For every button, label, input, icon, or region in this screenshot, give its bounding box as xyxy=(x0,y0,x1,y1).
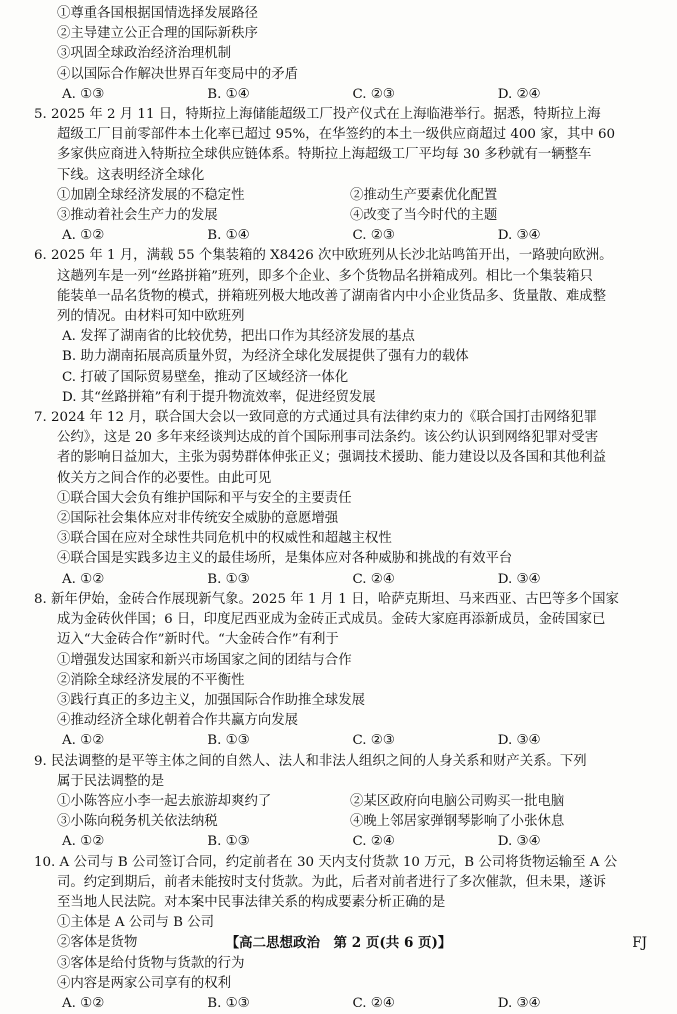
choice-b: B. ①④ xyxy=(207,228,250,244)
choice-b: B. ①③ xyxy=(207,834,250,850)
choice-c: C. ②③ xyxy=(352,86,395,102)
option-item: ④联合国是实践多边主义的最佳场所，是集体应对各种威胁和挑战的有效平台 xyxy=(57,551,513,567)
choice-c: C. ②④ xyxy=(352,834,395,850)
choice-a: A. ①② xyxy=(62,834,105,850)
choice-b: B. ①④ xyxy=(207,86,250,102)
option-item: ③巩固全球政治经济治理机制 xyxy=(57,46,232,62)
option-item: ①增强发达国家和新兴市场国家之间的团结与合作 xyxy=(57,652,352,668)
choice-a: A. ①② xyxy=(62,228,105,244)
choice-b: B. ①③ xyxy=(207,995,250,1011)
choice-d: D. ③④ xyxy=(497,733,541,749)
question-stem: 10. A 公司与 B 公司签订合同，约定前者在 30 天内支付货款 10 万元，B 公司将货物运输至 A 公 xyxy=(34,854,618,870)
option-row xyxy=(34,812,643,832)
option-item: ④以国际合作解决世界百年变局中的矛盾 xyxy=(57,66,299,82)
option-item: ④内容是两家公司享有的权利 xyxy=(57,975,232,991)
choice-d: D. ②④ xyxy=(497,86,541,102)
option-row xyxy=(34,206,643,226)
question-stem: 至当地人民法院。对本案中民事法律关系的构成要素分析正确的是 xyxy=(57,894,446,910)
question-stem: 7. 2024 年 12 月，联合国大会以一致同意的方式通过具有法律约束力的《联合国打击网络犯罪 xyxy=(34,410,597,426)
option-item: ②客体是货物 xyxy=(57,935,138,951)
option-item: ①尊重各国根据国情选择发展路径 xyxy=(57,6,258,21)
question-stem: 这趟列车是一列“丝路拼箱”班列，即多个企业、多个货物品名拼箱成列。相比一个集装箱只 xyxy=(57,268,593,284)
choice-b: B. 助力湖南拓展高质量外贸，为经济全球化发展提供了强有力的载体 xyxy=(62,349,469,365)
option-item: ③小陈向税务机关依法纳税 xyxy=(57,814,218,830)
choice-c: C. ②④ xyxy=(352,995,395,1011)
option-item: ④晚上邻居家弹钢琴影响了小张休息 xyxy=(350,814,565,830)
choice-c: C. ②③ xyxy=(352,733,395,749)
option-item: ③联合国在应对全球性共同危机中的权威性和超越主权性 xyxy=(57,531,392,547)
option-item: ③推动着社会生产力的发展 xyxy=(57,208,218,224)
choice-d: D. ③④ xyxy=(497,228,541,244)
question-stem: 超级工厂目前零部件本土化率已超过 95%，在华签约的本土一级供应商超过 400 家，其中 60 xyxy=(57,127,616,143)
choice-c: C. ②④ xyxy=(352,571,395,587)
option-item: ②主导建立公正合理的国际新秩序 xyxy=(57,26,258,42)
option-row xyxy=(34,186,643,206)
option-item: ④推动经济全球化朝着合作共赢方向发展 xyxy=(57,713,299,729)
option-item: ①联合国大会负有维护国际和平与安全的主要责任 xyxy=(57,490,352,506)
question-6 xyxy=(34,246,643,408)
option-item: ①加剧全球经济发展的不稳定性 xyxy=(57,187,245,203)
question-stem: 司。约定到期后，前者未能按时支付货款。为此，后者对前者进行了多次催款，但未果，遂诉 xyxy=(57,874,607,890)
option-item: ③践行真正的多边主义，加强国际合作助推全球发展 xyxy=(57,692,365,708)
option-item: ②某区政府向电脑公司购买一批电脑 xyxy=(350,793,565,809)
question-7 xyxy=(34,408,643,590)
question-4-continued xyxy=(34,4,643,105)
choice-a: A. ①② xyxy=(62,995,105,1011)
question-stem: 能装单一品名货物的模式，拼箱班列极大地改善了湖南省内中小企业货品多、货量散、难成整 xyxy=(57,288,607,304)
question-stem: 列的情况。由材料可知中欧班列 xyxy=(57,309,245,325)
choice-a: A. 发挥了湖南省的比较优势，把出口作为其经济发展的基点 xyxy=(62,329,415,345)
answer-choices xyxy=(34,85,643,105)
question-stem: 9. 民法调整的是平等主体之间的自然人、法人和非法人组织之间的人身关系和财产关系。下列 xyxy=(34,753,587,769)
question-stem: 属于民法调整的是 xyxy=(57,773,165,789)
question-9 xyxy=(34,752,643,853)
choice-c: C. ②③ xyxy=(352,228,395,244)
question-stem: 公约》，这是 20 多年来经谈判达成的首个国际刑事司法条约。该公约认识到网络犯罪对受害 xyxy=(57,430,599,446)
answer-choices xyxy=(34,226,643,246)
option-item: ②国际社会集体应对非传统安全威胁的意愿增强 xyxy=(57,511,339,527)
choice-a: A. ①③ xyxy=(62,86,105,102)
question-stem: 攸关方之间合作的必要性。由此可见 xyxy=(57,470,272,486)
question-stem: 者的影响日益加大，主张为弱势群体伸张正义；强调技术援助、能力建设以及各国和其他利益 xyxy=(57,450,607,466)
question-8 xyxy=(34,590,643,752)
option-item: ③客体是给付货物与货款的行为 xyxy=(57,955,245,971)
answer-choices xyxy=(34,832,643,852)
option-item: ②推动生产要素优化配置 xyxy=(350,187,498,203)
option-item: ④改变了当今时代的主题 xyxy=(350,208,498,224)
choice-d: D. ③④ xyxy=(497,834,541,850)
question-stem: 下线。这表明经济全球化 xyxy=(57,167,205,183)
page-footer: 【高二思想政治 第 2 页(共 6 页)】 xyxy=(225,935,452,951)
choice-d: D. 其“丝路拼箱”有利于提升物流效率，促进经贸发展 xyxy=(62,389,376,405)
option-item: ②消除全球经济发展的不平衡性 xyxy=(57,672,245,688)
option-item: ①小陈答应小李一起去旅游却爽约了 xyxy=(57,793,272,809)
answer-choices xyxy=(34,731,643,751)
question-stem: 迈入“大金砖合作”新时代。“大金砖合作”有利于 xyxy=(57,632,339,648)
choice-d: D. ③④ xyxy=(497,571,541,587)
choice-b: B. ①③ xyxy=(207,733,250,749)
answer-choices xyxy=(34,994,643,1014)
option-item: ①主体是 A 公司与 B 公司 xyxy=(57,915,215,931)
question-stem: 5. 2025 年 2 月 11 日，特斯拉上海储能超级工厂投产仪式在上海临港举行。据悉，特斯拉上海 xyxy=(34,107,601,123)
choice-a: A. ①② xyxy=(62,571,105,587)
question-5 xyxy=(34,105,643,246)
question-stem: 8. 新年伊始，金砖合作展现新气象。2025 年 1 月 1 日，哈萨克斯坦、马来西亚、古巴等多个国家 xyxy=(34,591,619,607)
answer-choices xyxy=(34,570,643,590)
choice-d: D. ③④ xyxy=(497,995,541,1011)
question-stem: 多家供应商进入特斯拉全球供应链体系。特斯拉上海超级工厂平均每 30 多秒就有一辆整车 xyxy=(57,147,592,163)
option-row xyxy=(34,792,643,812)
footer-code: FJ xyxy=(632,935,647,951)
choice-c: C. 打破了国际贸易壁垒，推动了区域经济一体化 xyxy=(62,369,349,385)
choice-b: B. ①③ xyxy=(207,571,250,587)
question-stem: 6. 2025 年 1 月，满载 55 个集装箱的 X8426 次中欧班列从长沙北站鸣笛开出，一路驶向欧洲。 xyxy=(34,248,613,264)
question-stem: 成为金砖伙伴国；6 日，印度尼西亚成为金砖正式成员。金砖大家庭再添新成员，金砖国家已 xyxy=(57,612,606,628)
choice-a: A. ①② xyxy=(62,733,105,749)
